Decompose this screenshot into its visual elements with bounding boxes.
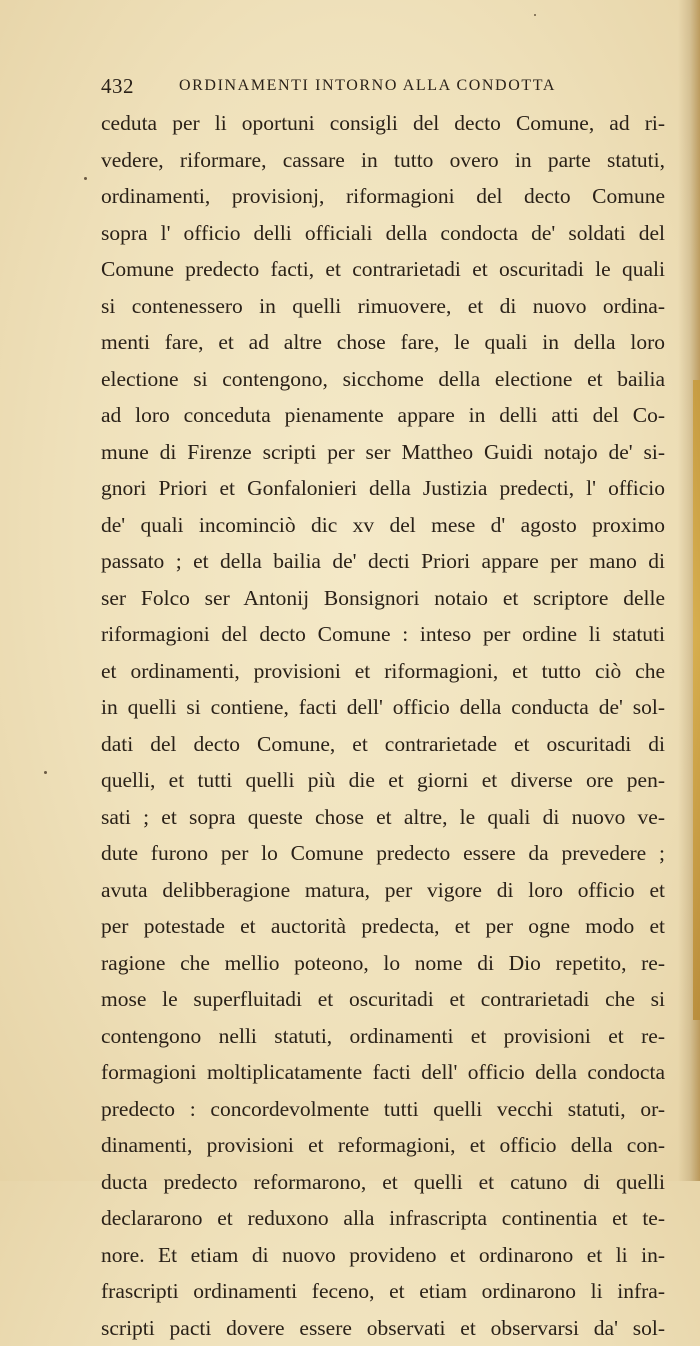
- running-title: ORDINAMENTI INTORNO ALLA CONDOTTA: [179, 77, 556, 95]
- text-line: sati ; et sopra queste chose et altre, le quali di nuovo ve-: [101, 799, 665, 836]
- text-line: ser Folco ser Antonij Bonsignori notaio et scriptore delle: [101, 580, 665, 617]
- text-line: dinamenti, provisioni et reformagioni, et officio della con-: [101, 1127, 665, 1164]
- text-line: ragione che mellio poteono, lo nome di Dio repetito, re-: [101, 945, 665, 982]
- text-line: et ordinamenti, provisioni et riformagioni, et tutto ciò che: [101, 653, 665, 690]
- text-line: quelli, et tutti quelli più die et giorni et diverse ore pen-: [101, 762, 665, 799]
- text-line: menti fare, et ad altre chose fare, le quali in della loro: [101, 324, 665, 361]
- text-line: vedere, riformare, cassare in tutto overo in parte statuti,: [101, 142, 665, 179]
- text-line: dati del decto Comune, et contrarietade et oscuritadi di: [101, 726, 665, 763]
- text-line: scripti pacti dovere essere observati et observarsi da' sol-: [101, 1310, 665, 1346]
- page-number: 432: [101, 74, 134, 99]
- text-line: passato ; et della bailia de' decti Priori appare per mano di: [101, 543, 665, 580]
- text-line: ordinamenti, provisionj, riformagioni del decto Comune: [101, 178, 665, 215]
- text-line: ducta predecto reformarono, et quelli et catuno di quelli: [101, 1164, 665, 1201]
- text-line: per potestade et auctorità predecta, et per ogne modo et: [101, 908, 665, 945]
- text-line: Comune predecto facti, et contrarietadi et oscuritadi le quali: [101, 251, 665, 288]
- text-line: avuta delibberagione matura, per vigore di loro officio et: [101, 872, 665, 909]
- text-line: ad loro conceduta pienamente appare in delli atti del Co-: [101, 397, 665, 434]
- text-line: contengono nelli statuti, ordinamenti et provisioni et re-: [101, 1018, 665, 1055]
- text-line: riformagioni del decto Comune : inteso per ordine li statuti: [101, 616, 665, 653]
- body-text: [101, 105, 665, 1346]
- text-line: si contenessero in quelli rimuovere, et di nuovo ordina-: [101, 288, 665, 325]
- text-line: mune di Firenze scripti per ser Mattheo Guidi notajo de' si-: [101, 434, 665, 471]
- text-line: predecto : concordevolmente tutti quelli vecchi statuti, or-: [101, 1091, 665, 1128]
- paper-speck: [44, 771, 47, 774]
- text-line: declararono et reduxono alla infrascripta continentia et te-: [101, 1200, 665, 1237]
- text-line: frascripti ordinamenti feceno, et etiam ordinarono li infra-: [101, 1273, 665, 1310]
- text-line: electione si contengono, sicchome della electione et bailia: [101, 361, 665, 398]
- text-line: sopra l' officio delli officiali della condocta de' soldati del: [101, 215, 665, 252]
- text-line: ceduta per li oportuni consigli del decto Comune, ad ri-: [101, 105, 665, 142]
- text-line: de' quali incominciò dic xv del mese d' agosto proximo: [101, 507, 665, 544]
- paper-speck: [84, 177, 87, 180]
- page-header: [101, 74, 601, 100]
- text-line: in quelli si contiene, facti dell' officio della conducta de' sol-: [101, 689, 665, 726]
- text-line: nore. Et etiam di nuovo provideno et ordinarono et li in-: [101, 1237, 665, 1274]
- text-line: mose le superfluitadi et oscuritadi et contrarietadi che si: [101, 981, 665, 1018]
- text-line: formagioni moltiplicatamente facti dell' officio della condocta: [101, 1054, 665, 1091]
- text-line: dute furono per lo Comune predecto essere da prevedere ;: [101, 835, 665, 872]
- page-edge-strip: [693, 380, 700, 1020]
- paper-speck: [534, 14, 536, 16]
- text-line: gnori Priori et Gonfalonieri della Justizia predecti, l' officio: [101, 470, 665, 507]
